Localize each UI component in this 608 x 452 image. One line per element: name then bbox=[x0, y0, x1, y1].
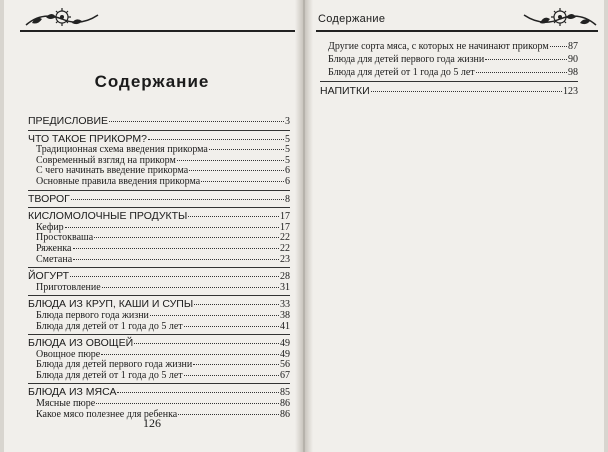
toc-subsection-entry bbox=[28, 177, 290, 188]
toc-section-entry bbox=[28, 271, 290, 283]
dot-leader bbox=[102, 287, 279, 288]
dot-leader bbox=[184, 326, 279, 327]
toc-entry-label: Современный взгляд на прикорм bbox=[36, 154, 176, 166]
dot-leader bbox=[65, 227, 279, 228]
toc-entry-label: ТВОРОГ bbox=[28, 192, 70, 205]
dot-leader bbox=[189, 170, 284, 171]
toc-section-entry bbox=[28, 338, 290, 350]
toc-entry-page-number: 17 bbox=[280, 221, 290, 233]
toc-entry-label: Приготовление bbox=[36, 281, 101, 293]
toc-subsection-entry bbox=[28, 311, 290, 322]
toc-entry-label: Другие сорта мяса, с которых не начинают прикорм bbox=[328, 41, 549, 52]
dot-leader bbox=[485, 59, 567, 60]
right-page bbox=[308, 0, 604, 452]
toc-entry-page-number: 123 bbox=[563, 86, 578, 97]
toc-entry-page-number: 17 bbox=[280, 211, 290, 223]
toc-entry-label: С чего начинать введение прикорма bbox=[36, 165, 189, 177]
toc-entry-label: Сметана bbox=[36, 253, 73, 265]
toc-list-left bbox=[28, 116, 290, 420]
toc-entry-page-number: 6 bbox=[285, 165, 290, 177]
toc-entry-label: Блюда для детей от 1 года до 5 лет bbox=[36, 369, 183, 381]
dot-leader bbox=[550, 46, 567, 47]
section-divider bbox=[28, 267, 290, 268]
toc-list-right bbox=[320, 40, 578, 98]
toc-entry-label: Овощное пюре bbox=[36, 348, 101, 360]
toc-entry-label: БЛЮДА ИЗ МЯСА bbox=[28, 386, 117, 399]
dot-leader bbox=[371, 91, 562, 92]
toc-entry-label: Кефир bbox=[36, 221, 64, 233]
toc-entry-page-number: 90 bbox=[568, 54, 578, 65]
dot-leader bbox=[184, 375, 279, 376]
toc-entry-label: Простокваша bbox=[36, 232, 94, 244]
dot-leader bbox=[476, 72, 567, 73]
toc-entry-page-number: 33 bbox=[280, 299, 290, 311]
dot-leader bbox=[194, 304, 279, 305]
section-divider bbox=[28, 334, 290, 335]
dot-leader bbox=[71, 199, 284, 200]
toc-entry-page-number: 38 bbox=[280, 309, 290, 321]
toc-section-entry bbox=[28, 211, 290, 223]
toc-entry-page-number: 67 bbox=[280, 369, 290, 381]
toc-section-entry bbox=[28, 116, 290, 128]
floral-ornament-icon bbox=[22, 5, 102, 31]
toc-entry-page-number: 49 bbox=[280, 348, 290, 360]
toc-entry-page-number: 5 bbox=[285, 154, 290, 166]
toc-entry-page-number: 85 bbox=[280, 387, 290, 399]
toc-subsection-entry bbox=[28, 283, 290, 294]
toc-entry-page-number: 6 bbox=[285, 175, 290, 187]
toc-entry-label: Блюда для детей от 1 года до 5 лет bbox=[328, 67, 475, 78]
dot-leader bbox=[209, 149, 284, 150]
section-divider bbox=[28, 295, 290, 296]
toc-entry-page-number: 23 bbox=[280, 253, 290, 265]
header-rule bbox=[20, 30, 295, 32]
dot-leader bbox=[201, 181, 284, 182]
toc-entry-page-number: 3 bbox=[285, 116, 290, 127]
toc-entry-label: Ряженка bbox=[36, 242, 72, 254]
toc-entry-label: Какое мясо полезнее для ребенка bbox=[36, 408, 178, 420]
toc-entry-page-number: 22 bbox=[280, 242, 290, 254]
dot-leader bbox=[70, 276, 279, 277]
toc-section-entry bbox=[28, 194, 290, 206]
toc-entry-label: БЛЮДА ИЗ КРУП, КАШИ И СУПЫ bbox=[28, 298, 194, 311]
dot-leader bbox=[148, 139, 284, 140]
left-page bbox=[4, 0, 300, 452]
toc-entry-page-number: 22 bbox=[280, 232, 290, 244]
dot-leader bbox=[109, 121, 284, 122]
dot-leader bbox=[193, 364, 279, 365]
dot-leader bbox=[134, 343, 279, 344]
dot-leader bbox=[150, 315, 279, 316]
toc-entry-label: ЙОГУРТ bbox=[28, 270, 70, 283]
toc-subsection-entry bbox=[28, 244, 290, 255]
header-rule bbox=[316, 30, 598, 32]
toc-entry-page-number: 8 bbox=[285, 193, 290, 205]
dot-leader bbox=[94, 237, 279, 238]
section-divider bbox=[28, 190, 290, 191]
toc-subsection-entry bbox=[28, 255, 290, 266]
toc-entry-label: КИСЛОМОЛОЧНЫЕ ПРОДУКТЫ bbox=[28, 210, 188, 223]
toc-entry-label: Блюда для детей первого года жизни bbox=[36, 359, 193, 371]
toc-entry-label: ЧТО ТАКОЕ ПРИКОРМ? bbox=[28, 132, 147, 145]
running-head: Содержание bbox=[318, 13, 386, 25]
toc-entry-label: БЛЮДА ИЗ ОВОЩЕЙ bbox=[28, 337, 134, 350]
dot-leader bbox=[177, 160, 284, 161]
toc-section-entry bbox=[320, 85, 578, 98]
toc-entry-label: Мясные пюре bbox=[36, 398, 96, 410]
dot-leader bbox=[73, 259, 279, 260]
dot-leader bbox=[96, 403, 279, 404]
toc-entry-page-number: 56 bbox=[280, 359, 290, 371]
toc-entry-label: Блюда первого года жизни bbox=[36, 309, 149, 321]
dot-leader bbox=[117, 392, 279, 393]
dot-leader bbox=[101, 354, 279, 355]
toc-subsection-entry bbox=[28, 322, 290, 333]
section-divider bbox=[28, 130, 290, 131]
toc-entry-label: Блюда для детей от 1 года до 5 лет bbox=[36, 320, 183, 332]
toc-entry-label: Основные правила введения прикорма bbox=[36, 175, 201, 187]
toc-title: Содержание bbox=[94, 72, 210, 91]
toc-subsection-entry bbox=[320, 53, 578, 66]
toc-entry-label: НАПИТКИ bbox=[320, 85, 370, 97]
toc-subsection-entry bbox=[320, 40, 578, 53]
dot-leader bbox=[73, 248, 280, 249]
toc-subsection-entry bbox=[320, 66, 578, 79]
toc-entry-page-number: 87 bbox=[568, 41, 578, 52]
book-spread bbox=[4, 0, 604, 452]
toc-subsection-entry bbox=[28, 371, 290, 382]
toc-entry-label: Традиционная схема введения прикорма bbox=[36, 144, 208, 156]
toc-entry-page-number: 31 bbox=[280, 281, 290, 293]
section-divider bbox=[28, 383, 290, 384]
section-divider bbox=[320, 81, 578, 82]
toc-entry-page-number: 5 bbox=[285, 133, 290, 145]
toc-entry-label: ПРЕДИСЛОВИЕ bbox=[28, 115, 109, 127]
toc-entry-page-number: 5 bbox=[285, 144, 290, 156]
dot-leader bbox=[188, 216, 279, 217]
toc-entry-label: Блюда для детей первого года жизни bbox=[328, 54, 485, 65]
toc-entry-page-number: 86 bbox=[280, 398, 290, 410]
toc-entry-page-number: 86 bbox=[280, 408, 290, 420]
page-number: 126 bbox=[143, 416, 161, 430]
dot-leader bbox=[178, 414, 279, 415]
section-divider bbox=[28, 207, 290, 208]
toc-entry-page-number: 98 bbox=[568, 67, 578, 78]
toc-entry-page-number: 49 bbox=[280, 338, 290, 350]
toc-entry-page-number: 28 bbox=[280, 271, 290, 283]
toc-entry-page-number: 41 bbox=[280, 320, 290, 332]
floral-ornament-icon bbox=[520, 5, 600, 31]
